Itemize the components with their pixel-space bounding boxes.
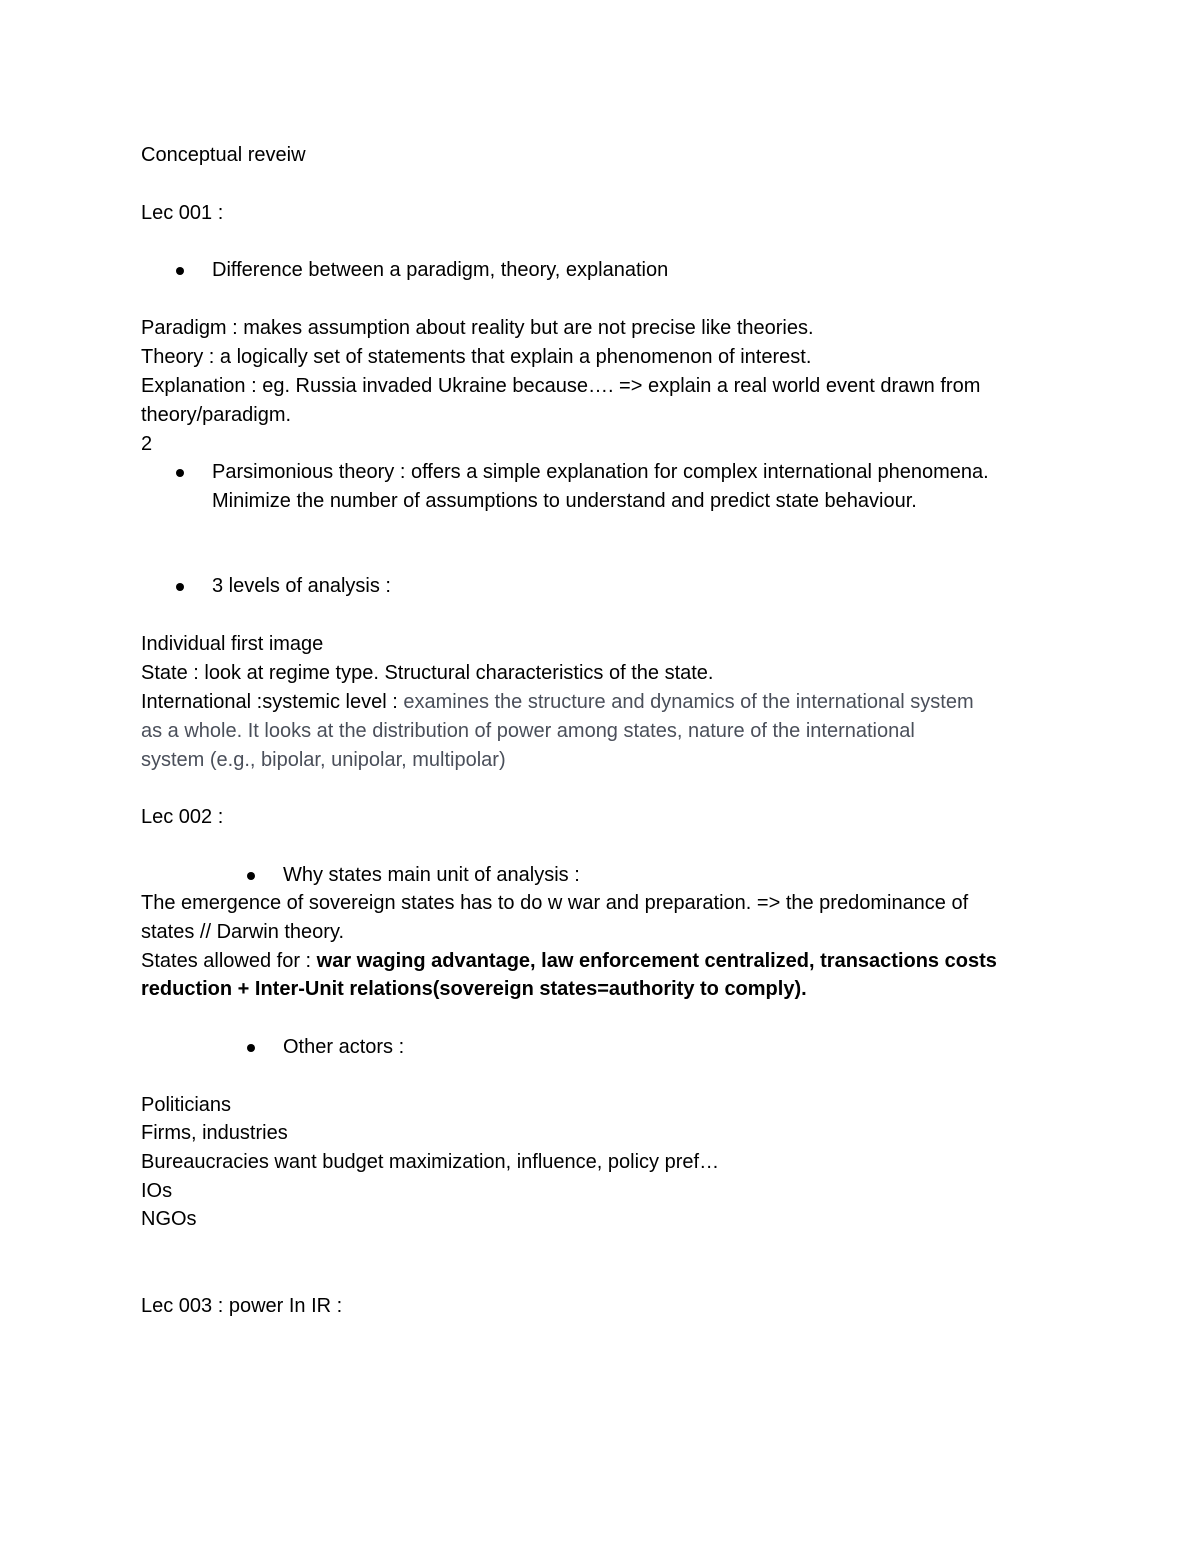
bullet-dot (247, 1044, 255, 1052)
lec2-bullet-states (283, 861, 580, 890)
lec1-bullet-levels (212, 572, 391, 601)
actor-item: Firms, industries (141, 1122, 288, 1144)
document-title: Conceptual reveiw (141, 144, 306, 166)
number-text: 2 (141, 433, 153, 455)
states-allowed-label: States allowed for : (141, 950, 317, 972)
state-text: State : look at regime type. Structural characteristics of the state. (141, 662, 714, 684)
bullet-text: Parsimonious theory : offers a simple explanation for complex international phenomena. (212, 461, 989, 483)
theory-text: Theory : a logically set of statements that explain a phenomenon of interest. (141, 346, 812, 368)
actor-item: NGOs (141, 1208, 197, 1230)
international-text-2: as a whole. It looks at the distribution of power among states, nature of the international (141, 720, 915, 742)
bullet-text: Why states main unit of analysis : (283, 864, 580, 886)
lec1-heading: Lec 001 : (141, 202, 224, 224)
bullet-dot (247, 872, 255, 880)
bullet-text: Difference between a paradigm, theory, explanation (212, 259, 669, 281)
international-description: examines the structure and dynamics of the international system (403, 691, 974, 713)
bullet-dot (176, 469, 184, 477)
actor-item: Bureaucracies want budget maximization, influence, policy pref… (141, 1151, 720, 1173)
emergence-text-2: states // Darwin theory. (141, 921, 345, 943)
states-allowed-bold: war waging advantage, law enforcement centralized, transactions costs (316, 950, 997, 972)
international-label: International :systemic level : (141, 691, 404, 713)
explanation-text-2: theory/paradigm. (141, 404, 292, 426)
international-text-1 (141, 688, 974, 717)
actor-item: Politicians (141, 1094, 232, 1116)
bullet-text: 3 levels of analysis : (212, 575, 391, 597)
bullet-text: Other actors : (283, 1036, 405, 1058)
lec2-heading: Lec 002 : (141, 806, 224, 828)
lec1-bullet-difference (212, 256, 668, 285)
states-allowed-text-1 (141, 947, 997, 976)
emergence-text-1: The emergence of sovereign states has to do w war and preparation. => the predominance of (141, 892, 969, 914)
paradigm-text: Paradigm : makes assumption about reality but are not precise like theories. (141, 317, 814, 339)
bullet-dot (176, 267, 184, 275)
explanation-text-1: Explanation : eg. Russia invaded Ukraine because…. => explain a real world event drawn from (141, 375, 981, 397)
lec3-heading: Lec 003 : power In IR : (141, 1295, 343, 1317)
lec1-bullet-parsimonious (212, 458, 989, 487)
lec2-bullet-actors (283, 1033, 404, 1062)
states-allowed-text-2: reduction + Inter-Unit relations(sovereign states=authority to comply). (141, 978, 807, 1000)
actor-item: IOs (141, 1180, 173, 1202)
individual-text: Individual first image (141, 633, 324, 655)
lec1-bullet-parsimonious-cont: Minimize the number of assumptions to understand and predict state behaviour. (212, 490, 917, 512)
international-text-3: system (e.g., bipolar, unipolar, multipolar) (141, 749, 506, 771)
bullet-dot (176, 583, 184, 591)
